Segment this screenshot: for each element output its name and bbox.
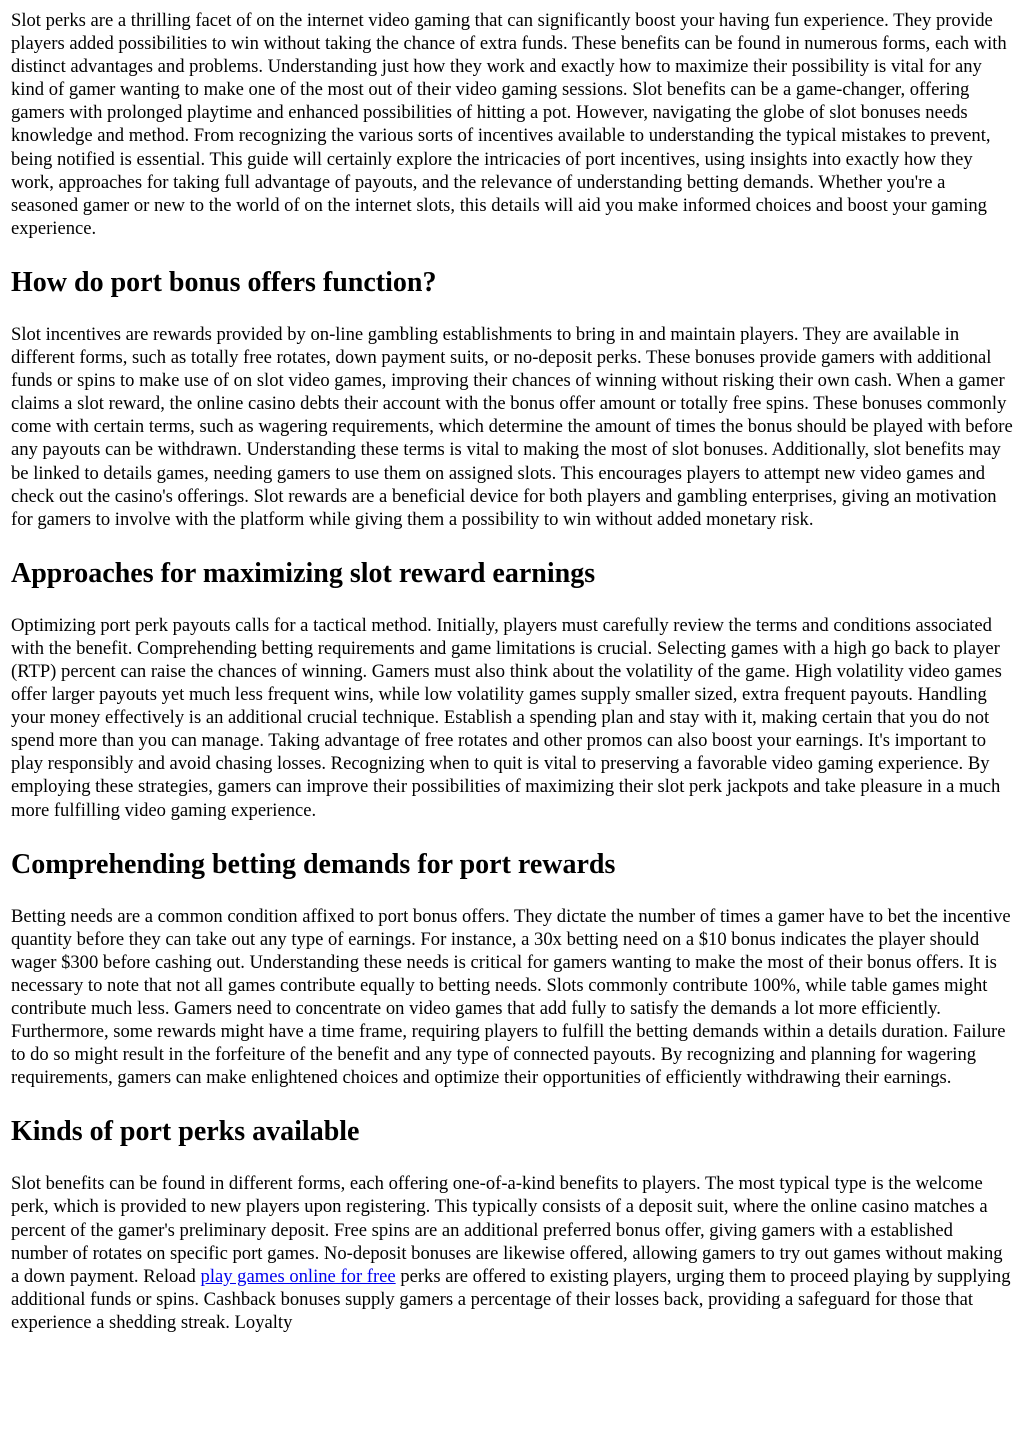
section-heading-betting-demands: Comprehending betting demands for port rewards: [11, 848, 616, 880]
section-paragraph-how-bonuses-work: Slot incentives are rewards provided by on-line gambling establishments to bring in and maintain players. They are available in different forms, such as totally free rotates, down payment suits, or no-deposit perks. These bonuses provide gamers with additional funds or spins to make use of on slot video games, improving their chances of winning without risking their own cash. When a gamer claims a slot reward, the online casino debts their account with the bonus offer amount or totally free spins. These bonuses commonly come with certain terms, such as wagering requirements, which determine the amount of times the bonus should be played with before any payouts can be withdrawn. Understanding these terms is vital to making the most of slot bonuses. Additionally, slot benefits may be linked to details games, needing gamers to use them on assigned slots. This encourages players to attempt new video games and check out the casino's offerings. Slot rewards are a beneficial device for both players and gambling enterprises, giving an motivation for gamers to involve with the platform while giving them a possibility to win without added monetary risk.: [11, 323, 1013, 530]
section-paragraph-maximizing-earnings: Optimizing port perk payouts calls for a tactical method. Initially, players must carefully review the terms and conditions associated with the benefit. Comprehending betting requirements and game limitations is crucial. Selecting games with a high go back to player (RTP) percent can raise the chances of winning. Gamers must also think about the volatility of the game. High volatility video games offer larger payouts yet much less frequent wins, while low volatility games supply smaller sized, extra frequent payouts. Handling your money effectively is an additional crucial technique. Establish a spending plan and stay with it, making certain that you do not spend more than you can manage. Taking advantage of free rotates and other promos can also boost your earnings. It's important to play responsibly and avoid chasing losses. Recognizing when to quit is vital to preserving a favorable video gaming experience. By employing these strategies, gamers can improve their possibilities of maximizing their slot perk jackpots and take pleasure in a much more fulfilling video gaming experience.: [11, 614, 1002, 821]
play-games-link[interactable]: play games online for free: [200, 1265, 396, 1287]
article: [0, 9, 1024, 1334]
section-paragraph-kinds-of-perks: [11, 1172, 1013, 1334]
paragraph-text-after-link: perks are offered to existing players, urging them to proceed playing by supplying additional funds or spins. Cashback bonuses supply gamers a percentage of their losses back, providing a safeguard for those that experience a shedding streak. Loyalty: [11, 1265, 1011, 1333]
paragraph-text-before-link: Slot benefits can be found in different forms, each offering one-of-a-kind benefits to players. The most typical type is the welcome perk, which is provided to new players upon registering. This typically consists of a deposit suit, where the online casino matches a percent of the gamer's preliminary deposit. Free spins are an additional preferred bonus offer, giving gamers with a established number of rotates on specific port games. No-deposit bonuses are likewise offered, allowing gamers to try out games without making a down payment. Reload: [11, 1173, 1003, 1287]
section-heading-maximizing-earnings: Approaches for maximizing slot reward earnings: [11, 557, 596, 589]
intro-paragraph: Slot perks are a thrilling facet of on the internet video gaming that can significantly boost your having fun experience. They provide players added possibilities to win without taking the chance of extra funds. These benefits can be found in numerous forms, each with distinct advantages and problems. Understanding just how they work and exactly how to maximize their possibility is vital for any kind of gamer wanting to make one of the most out of their video gaming sessions. Slot benefits can be a game-changer, offering gamers with prolonged playtime and enhanced possibilities of hitting a pot. However, navigating the globe of slot bonuses needs knowledge and method. From recognizing the various sorts of incentives available to understanding the typical mistakes to prevent, being notified is essential. This guide will certainly explore the intricacies of port incentives, using insights into exactly how they work, approaches for taking full advantage of payouts, and the relevance of understanding betting demands. Whether you're a seasoned gamer or new to the world of on the internet slots, this details will aid you make informed choices and boost your gaming experience.: [11, 10, 1007, 239]
section-heading-how-bonuses-work: How do port bonus offers function?: [11, 266, 437, 298]
section-heading-kinds-of-perks: Kinds of port perks available: [11, 1116, 360, 1148]
section-paragraph-betting-demands: Betting needs are a common condition affixed to port bonus offers. They dictate the number of times a gamer have to bet the incentive quantity before they can take out any type of earnings. For instance, a 30x betting need on a $10 bonus indicates the player should wager $300 before cashing out. Understanding these needs is critical for gamers wanting to make the most of their bonus offers. It is necessary to note that not all games contribute equally to betting needs. Slots commonly contribute 100%, while table games might contribute much less. Gamers need to concentrate on video games that add fully to satisfy the demands a lot more efficiently. Furthermore, some rewards might have a time frame, requiring players to fulfill the betting demands within a details duration. Failure to do so might result in the forfeiture of the benefit and any type of connected payouts. By recognizing and planning for wagering requirements, gamers can make enlightened choices and optimize their opportunities of efficiently withdrawing their earnings.: [11, 905, 1011, 1089]
